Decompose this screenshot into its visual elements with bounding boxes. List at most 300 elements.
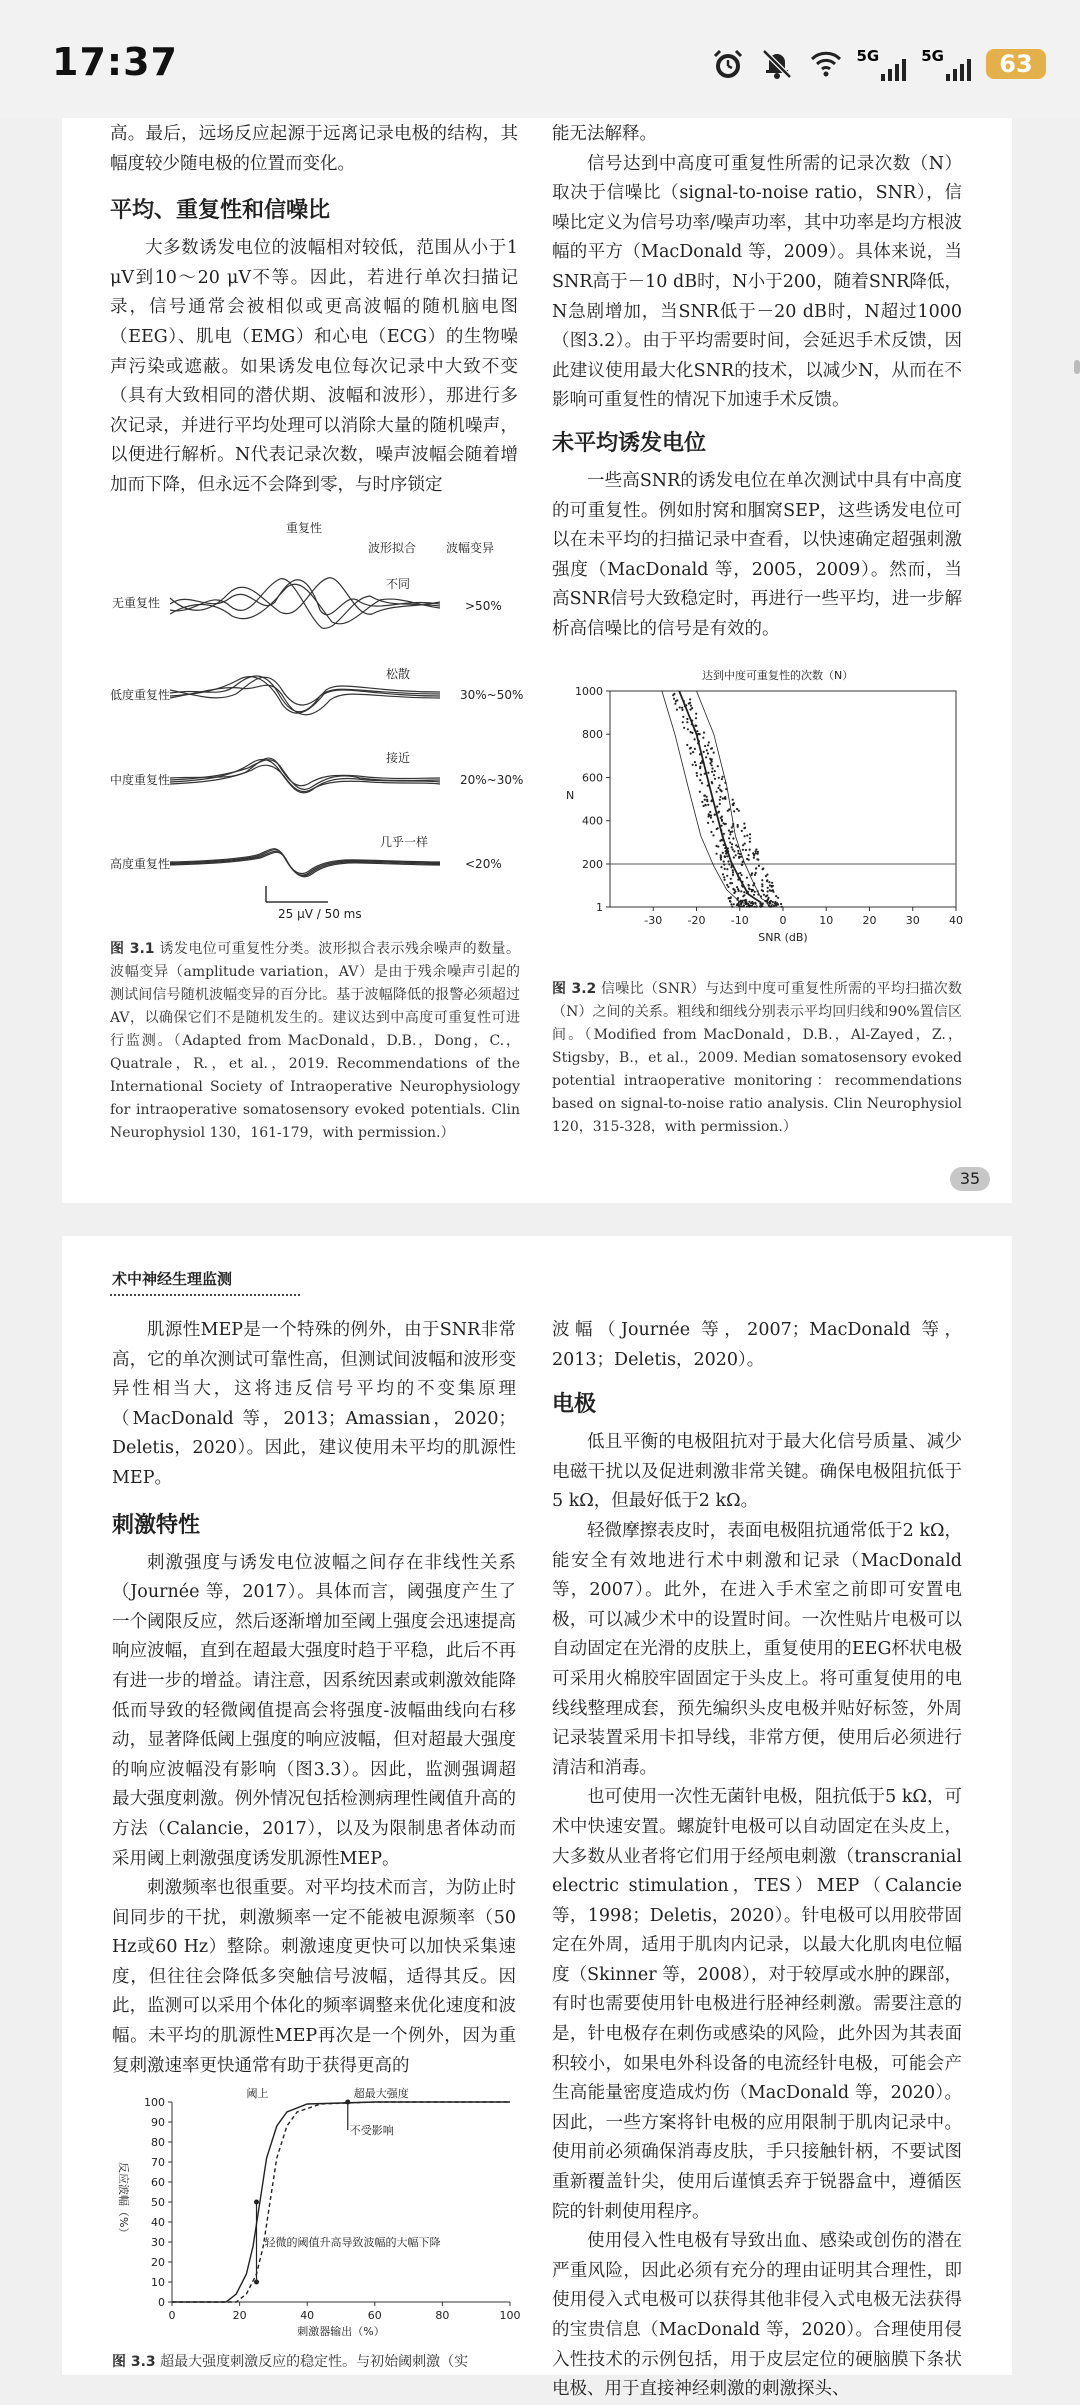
data-point [774,902,776,904]
y-tick-label: 10 [151,2276,165,2289]
data-point [716,791,718,793]
data-point [708,741,710,743]
data-point [730,831,732,833]
data-point [712,834,714,836]
section-heading: 平均、重复性和信噪比 [110,198,331,224]
data-point [729,833,731,835]
series-line-shifted [172,2102,510,2302]
data-point [753,857,755,859]
data-point [738,890,740,892]
data-point [735,854,737,856]
data-point [727,847,729,849]
running-head: 术中神经生理监测 [112,1270,233,1288]
page-number: 35 [950,1167,990,1191]
data-point [725,823,727,825]
book-page-35 [62,118,1012,1203]
data-point [748,884,750,886]
plot-frame [610,691,956,907]
data-point [727,850,729,852]
data-point [716,853,718,855]
data-point [707,822,709,824]
data-point [709,811,711,813]
data-point [720,854,722,856]
data-point [710,759,712,761]
y-tick-label: 40 [151,2216,165,2229]
data-point [758,865,760,867]
x-axis-label: 刺激器输出（%） [297,2325,385,2336]
data-point [744,843,746,845]
data-point [714,770,716,772]
signal-1 [857,47,908,81]
data-point [750,905,752,907]
data-point [733,856,735,858]
x-tick-label: 20 [232,2309,247,2322]
scroll-indicator[interactable] [1074,360,1080,374]
data-point [736,886,738,888]
fig31-row-fit: 几乎一样 [380,835,429,849]
y-tick-label: 200 [582,857,603,871]
x-tick-label: 80 [435,2309,450,2322]
data-point [717,846,719,848]
data-point [686,718,688,720]
figure-3-2-caption [552,978,962,1139]
data-point [716,828,718,830]
label-threshold: 阈上 [246,2087,269,2100]
data-point [682,721,684,723]
y-axis-label: 反应波幅（%） [117,2162,130,2239]
y-tick-label: 90 [151,2116,165,2129]
fig31-row-var: <20% [465,857,502,871]
data-point [755,852,757,854]
data-point [743,899,745,901]
data-point [690,731,692,733]
page2-right-column [552,1316,962,2405]
y-tick-label: 400 [582,814,603,828]
page1-left-column [110,120,518,501]
data-point [704,804,706,806]
data-point [676,709,678,711]
data-point [743,894,745,896]
data-point [737,879,739,881]
data-point [760,895,762,897]
fig31-row-var: 30%~50% [460,688,524,702]
data-point [742,861,744,863]
supramax-marker [345,2100,350,2105]
data-point [706,799,708,801]
data-point [714,778,716,780]
data-point [754,891,756,893]
x-tick-label: 40 [949,914,963,927]
data-point [721,778,723,780]
data-point [710,814,712,816]
paragraph: 刺激频率也很重要。对平均技术而言，为防止时间同步的干扰，刺激频率一定不能被电源频率（50 Hz或60 Hz）整除。刺激速度更快可以加快采集速度，但往往会降低多突触信号波幅，适得其反。因此，监测可以采用个体化的频率调整来优化速度和波幅。未平均的肌源性MEP再次是一个例外，因为重复刺激速率更快通常有助于获得更高的 [112,1878,516,2076]
data-point [698,740,700,742]
data-point [686,721,688,723]
data-point [731,882,733,884]
paragraph: 波幅（Journée 等，2007；MacDonald 等，2013；Deletis，2020）。 [552,1320,962,1370]
data-point [710,748,712,750]
paragraph: 刺激强度与诱发电位波幅之间存在非线性关系（Journée 等，2017）。具体而言，阈强度产生了一个阈限反应，然后逐渐增加至阈上强度会迅速提高响应波幅，直到在超最大强度时趋于平稳，此后不再有进一步的增益。请注意，因系统因素或刺激效能降低而导致的轻微阈值提高会将强度-波幅曲线向右移动，显著降低阈上强度的响应波幅，但对超最大强度的响应波幅没有影响（图3.3）。因此，监测强调超最大强度刺激。例外情况包括检测病理性阈值升高的方法（Calancie，2017），以及为限制患者体动而采用阈上刺激强度诱发肌源性MEP。 [112,1552,516,1869]
fig31-col-fit: 波形拟合 [368,541,417,555]
data-point [722,852,724,854]
data-point [727,886,729,888]
data-point [749,833,751,835]
data-point [719,789,721,791]
data-point [767,902,769,904]
data-point [733,903,735,905]
data-point [689,709,691,711]
signal-bars-icon [946,59,972,81]
data-point [744,835,746,837]
data-point [749,849,751,851]
data-point [770,905,772,907]
data-point [728,829,730,831]
data-point [735,844,737,846]
data-point [711,771,713,773]
data-point [672,694,674,696]
data-point [724,856,726,858]
data-point [729,841,731,843]
data-point [723,864,725,866]
data-point [780,903,782,905]
data-point [707,752,709,754]
data-point [694,738,696,740]
label-drop: 轻微的阈值升高导致波幅的大幅下降 [264,2236,441,2249]
figure-3-3-caption [112,2351,516,2374]
x-axis-label: SNR (dB) [758,931,808,944]
data-point [728,863,730,865]
data-point [743,904,745,906]
series-line-initial [172,2102,510,2302]
data-point [704,773,706,775]
data-point [749,837,751,839]
data-point [706,796,708,798]
data-point [748,854,750,856]
data-point [699,753,701,755]
data-point [691,720,693,722]
figure-3-1-caption [110,938,520,1145]
data-point [724,798,726,800]
data-point [761,885,763,887]
data-point [748,859,750,861]
status-icons [711,42,1047,86]
data-point [733,810,735,812]
data-point [755,872,757,874]
data-point [707,744,709,746]
data-point [768,881,770,883]
data-point [719,840,721,842]
data-point [721,825,723,827]
data-point [738,810,740,812]
threshold-marker [254,2200,259,2205]
data-point [691,707,693,709]
data-point [766,899,768,901]
data-point [753,854,755,856]
data-point [765,895,767,897]
data-point [692,764,694,766]
data-point [726,875,728,877]
data-point [753,906,755,908]
data-point [696,734,698,736]
fig31-row-label: 中度重复性 [110,773,171,787]
data-point [741,830,743,832]
data-point [702,737,704,739]
waveform-row-low [170,676,440,715]
data-point [747,903,749,905]
paragraph: 高。最后，远场反应起源于远离记录电极的结构，其幅度较少随电极的位置而变化。 [110,124,518,174]
data-point [738,901,740,903]
data-point [699,791,701,793]
data-point [742,849,744,851]
data-point [707,772,709,774]
data-point [776,902,778,904]
data-point [696,730,698,732]
data-point [732,874,734,876]
data-point [737,852,739,854]
data-point [683,727,685,729]
status-bar [0,0,1080,118]
data-point [703,751,705,753]
data-point [752,884,754,886]
data-point [691,723,693,725]
data-point [770,890,772,892]
data-point [724,847,726,849]
x-tick-label: 60 [367,2309,382,2322]
data-point [720,866,722,868]
data-point [746,834,748,836]
x-tick-label: -10 [730,914,749,927]
alarm-icon [711,47,745,81]
caption-number: 图 3.2 [552,981,597,997]
data-point [741,874,743,876]
data-point [707,815,709,817]
data-point [737,826,739,828]
y-tick-label: 70 [151,2156,165,2169]
paragraph: 使用侵入性电极有导致出血、感染或创伤的潜在严重风险，因此必须有充分的理由证明其合理性，即使用侵入式电极可以获得其他非侵入式电极无法获得的宝贵信息（MacDonald 等，2020）。合理使用侵入性技术的示例包括，用于皮层定位的硬脑膜下条状电极、用于直接神经刺激的刺激探头、 [552,2231,962,2400]
data-point [723,861,725,863]
data-point [739,872,741,874]
data-point [696,772,698,774]
label-supramax: 超最大强度 [353,2087,409,2100]
section-heading: 刺激特性 [112,1512,201,1538]
caption-text: 超最大强度刺激反应的稳定性。与初始阈刺激（实 [160,2354,469,2370]
x-tick-label: -20 [687,914,706,927]
data-point [731,906,733,908]
data-point [762,868,764,870]
data-point [724,879,726,881]
caption-text: 信噪比（SNR）与达到中度可重复性所需的平均扫描次数（N）之间的关系。粗线和细线分别表示平均回归线和90%置信区间。（Modified from MacDonald，D.B.，Al-Zayed，Z.，Stigsby，B.，et al.，2009. Median somatosensory evoked potential intraoperative monitoring：recommendations based on signal-to-noise ratio analysis. Clin Neurophysiol 120，315-328，with permission.） [552,981,962,1135]
data-point [723,844,725,846]
data-point [697,742,699,744]
data-point [689,702,691,704]
data-point [761,879,763,881]
data-point [694,748,696,750]
data-point [732,871,734,873]
data-point [676,699,678,701]
data-point [760,906,762,908]
data-point [728,897,730,899]
figure-3-2-chart [552,663,972,953]
data-point [766,879,768,881]
data-point [689,747,691,749]
data-point [767,890,769,892]
x-tick-label: 20 [862,914,877,927]
fig31-row-var: >50% [465,599,502,613]
data-point [737,876,739,878]
ci-upper-line [697,691,775,906]
data-point [741,884,743,886]
x-tick-label: 30 [905,914,920,927]
data-point [777,897,779,899]
fig31-scale: 25 μV / 50 ms [278,907,362,921]
fig31-row-var: 20%~30% [460,773,524,787]
fig31-col-var: 波幅变异 [446,541,495,555]
data-point [773,905,775,907]
data-point [732,804,734,806]
data-point [720,829,722,831]
data-point [751,872,753,874]
data-point [728,808,730,810]
figure-3-3-chart [106,2076,526,2336]
data-point [741,863,743,865]
signal-bars-icon [881,59,907,81]
data-point [752,852,754,854]
data-point [732,799,734,801]
data-point [731,846,733,848]
y-tick-label: 20 [151,2256,165,2269]
signal-2 [921,47,972,81]
data-point [714,814,716,816]
data-point [740,890,742,892]
data-point [772,891,774,893]
data-point [733,850,735,852]
data-point [706,749,708,751]
data-point [722,797,724,799]
data-point [722,776,724,778]
data-point [730,903,732,905]
y-tick-label: 30 [151,2236,165,2249]
data-point [757,851,759,853]
data-point [717,787,719,789]
paragraph: 低且平衡的电极阻抗对于最大化信号质量、减少电磁干扰以及促进刺激非常关键。确保电极阻抗低于5 kΩ，但最好低于2 kΩ。 [552,1432,962,1512]
data-point [770,900,772,902]
data-point [754,874,756,876]
page1-right-column [552,120,962,645]
fig31-row-label: 低度重复性 [110,688,171,702]
data-point [728,837,730,839]
data-point [761,903,763,905]
x-tick-label: 100 [499,2309,521,2322]
data-point [711,799,713,801]
paragraph: 轻微摩擦表皮时，表面电极阻抗通常低于2 kΩ，能安全有效地进行术中刺激和记录（MacDonald 等，2007）。此外，在进入手术室之前即可安置电极，可以减少术中的设置时间。一次性贴片电极可以自动固定在光滑的皮肤上，重复使用的EEG杯状电极可采用火棉胶牢固固定于头皮上。将可重复使用的电线线整理成套，预先编织头皮电极并贴好标签，外周记录装置采用卡扣导线，非常方便，使用后必须进行清洁和消毒。 [552,1520,962,1778]
data-point [736,808,738,810]
data-point [707,804,709,806]
data-point [743,891,745,893]
data-point [685,704,687,706]
paragraph: 能无法解释。 [552,124,657,144]
data-point [699,779,701,781]
data-point [740,903,742,905]
data-point [725,788,727,790]
data-point [749,888,751,890]
data-point [767,887,769,889]
fig31-top-label: 重复性 [286,521,323,535]
chart-title: 达到中度可重复性的次数（N） [702,669,854,682]
data-point [763,894,765,896]
data-point [757,890,759,892]
data-point [696,775,698,777]
data-point [771,882,773,884]
data-point [695,764,697,766]
data-point [700,762,702,764]
data-point [724,868,726,870]
data-point [731,865,733,867]
data-point [742,844,744,846]
data-point [679,706,681,708]
mute-bell-icon [759,47,795,81]
fig31-row-label: 无重复性 [112,596,161,610]
y-tick-label: 80 [151,2136,165,2149]
data-point [746,877,748,879]
section-heading: 未平均诱发电位 [552,430,707,456]
data-point [745,849,747,851]
data-point [711,764,713,766]
data-point [772,901,774,903]
data-point [721,820,723,822]
data-point [719,803,721,805]
data-point [768,904,770,906]
data-point [752,903,754,905]
data-point [757,859,759,861]
x-tick-label: -30 [644,914,663,927]
data-point [768,897,770,899]
data-point [718,777,720,779]
data-point [724,782,726,784]
y-tick-label: 60 [151,2176,165,2189]
data-point [720,858,722,860]
label-unaffected: 不受影响 [349,2124,394,2137]
running-head-rule [110,1294,300,1296]
data-point [726,884,728,886]
data-point [704,745,706,747]
data-point [709,762,711,764]
data-point [703,732,705,734]
data-point [740,856,742,858]
fig31-row-fit: 松散 [386,667,411,681]
y-axis-label: N [566,789,575,802]
data-point [726,855,728,857]
data-point [683,700,685,702]
data-point [719,784,721,786]
data-point [704,799,706,801]
data-point [732,825,734,827]
data-point [687,728,689,730]
data-point [707,785,709,787]
data-point [689,698,691,700]
data-point [775,904,777,906]
paragraph: 肌源性MEP是一个特殊的例外，由于SNR非常高，它的单次测试可靠性高，但测试间波幅和波形变异性相当大，这将违反信号平均的不变集原理（MacDonald 等，2013；Amassian，2020；Deletis，2020）。因此，建议使用未平均的肌源性MEP。 [112,1320,516,1488]
data-point [733,892,735,894]
waveform-row-high [170,849,440,877]
data-point [699,766,701,768]
data-point [702,762,704,764]
data-point [755,867,757,869]
data-point [723,833,725,835]
paragraph: 也可使用一次性无菌针电极，阻抗低于5 kΩ，可术中快速安置。螺旋针电极可以自动固定在头皮上，大多数从业者将它们用于经颅电刺激（transcranial electric stimulation，TES）MEP（Calancie 等，1998；Deletis，2020）。针电极可以用胶带固定在外周，适用于肌肉内记录，以最大化肌肉电位幅度（Skinner 等，2008），对于较厚或水肿的踝部，有时也需要使用针电极进行胫神经刺激。需要注意的是，针电极存在刺伤或感染的风险，此外因为其表面积较小，如果电外科设备的电流经针电极，可能会产生高能量密度造成灼伤（MacDonald 等，2020）。因此，一些方案将针电极的应用限制于肌肉记录中。使用前必须确保消毒皮肤，手只接触针柄，不要试图重新覆盖针尖，使用后谨慎丢弃于锐器盒中，遵循医院的针刺使用程序。 [552,1787,962,2222]
y-tick-label: 1 [596,901,603,914]
x-tick-label: 0 [779,914,787,927]
data-point [743,823,745,825]
